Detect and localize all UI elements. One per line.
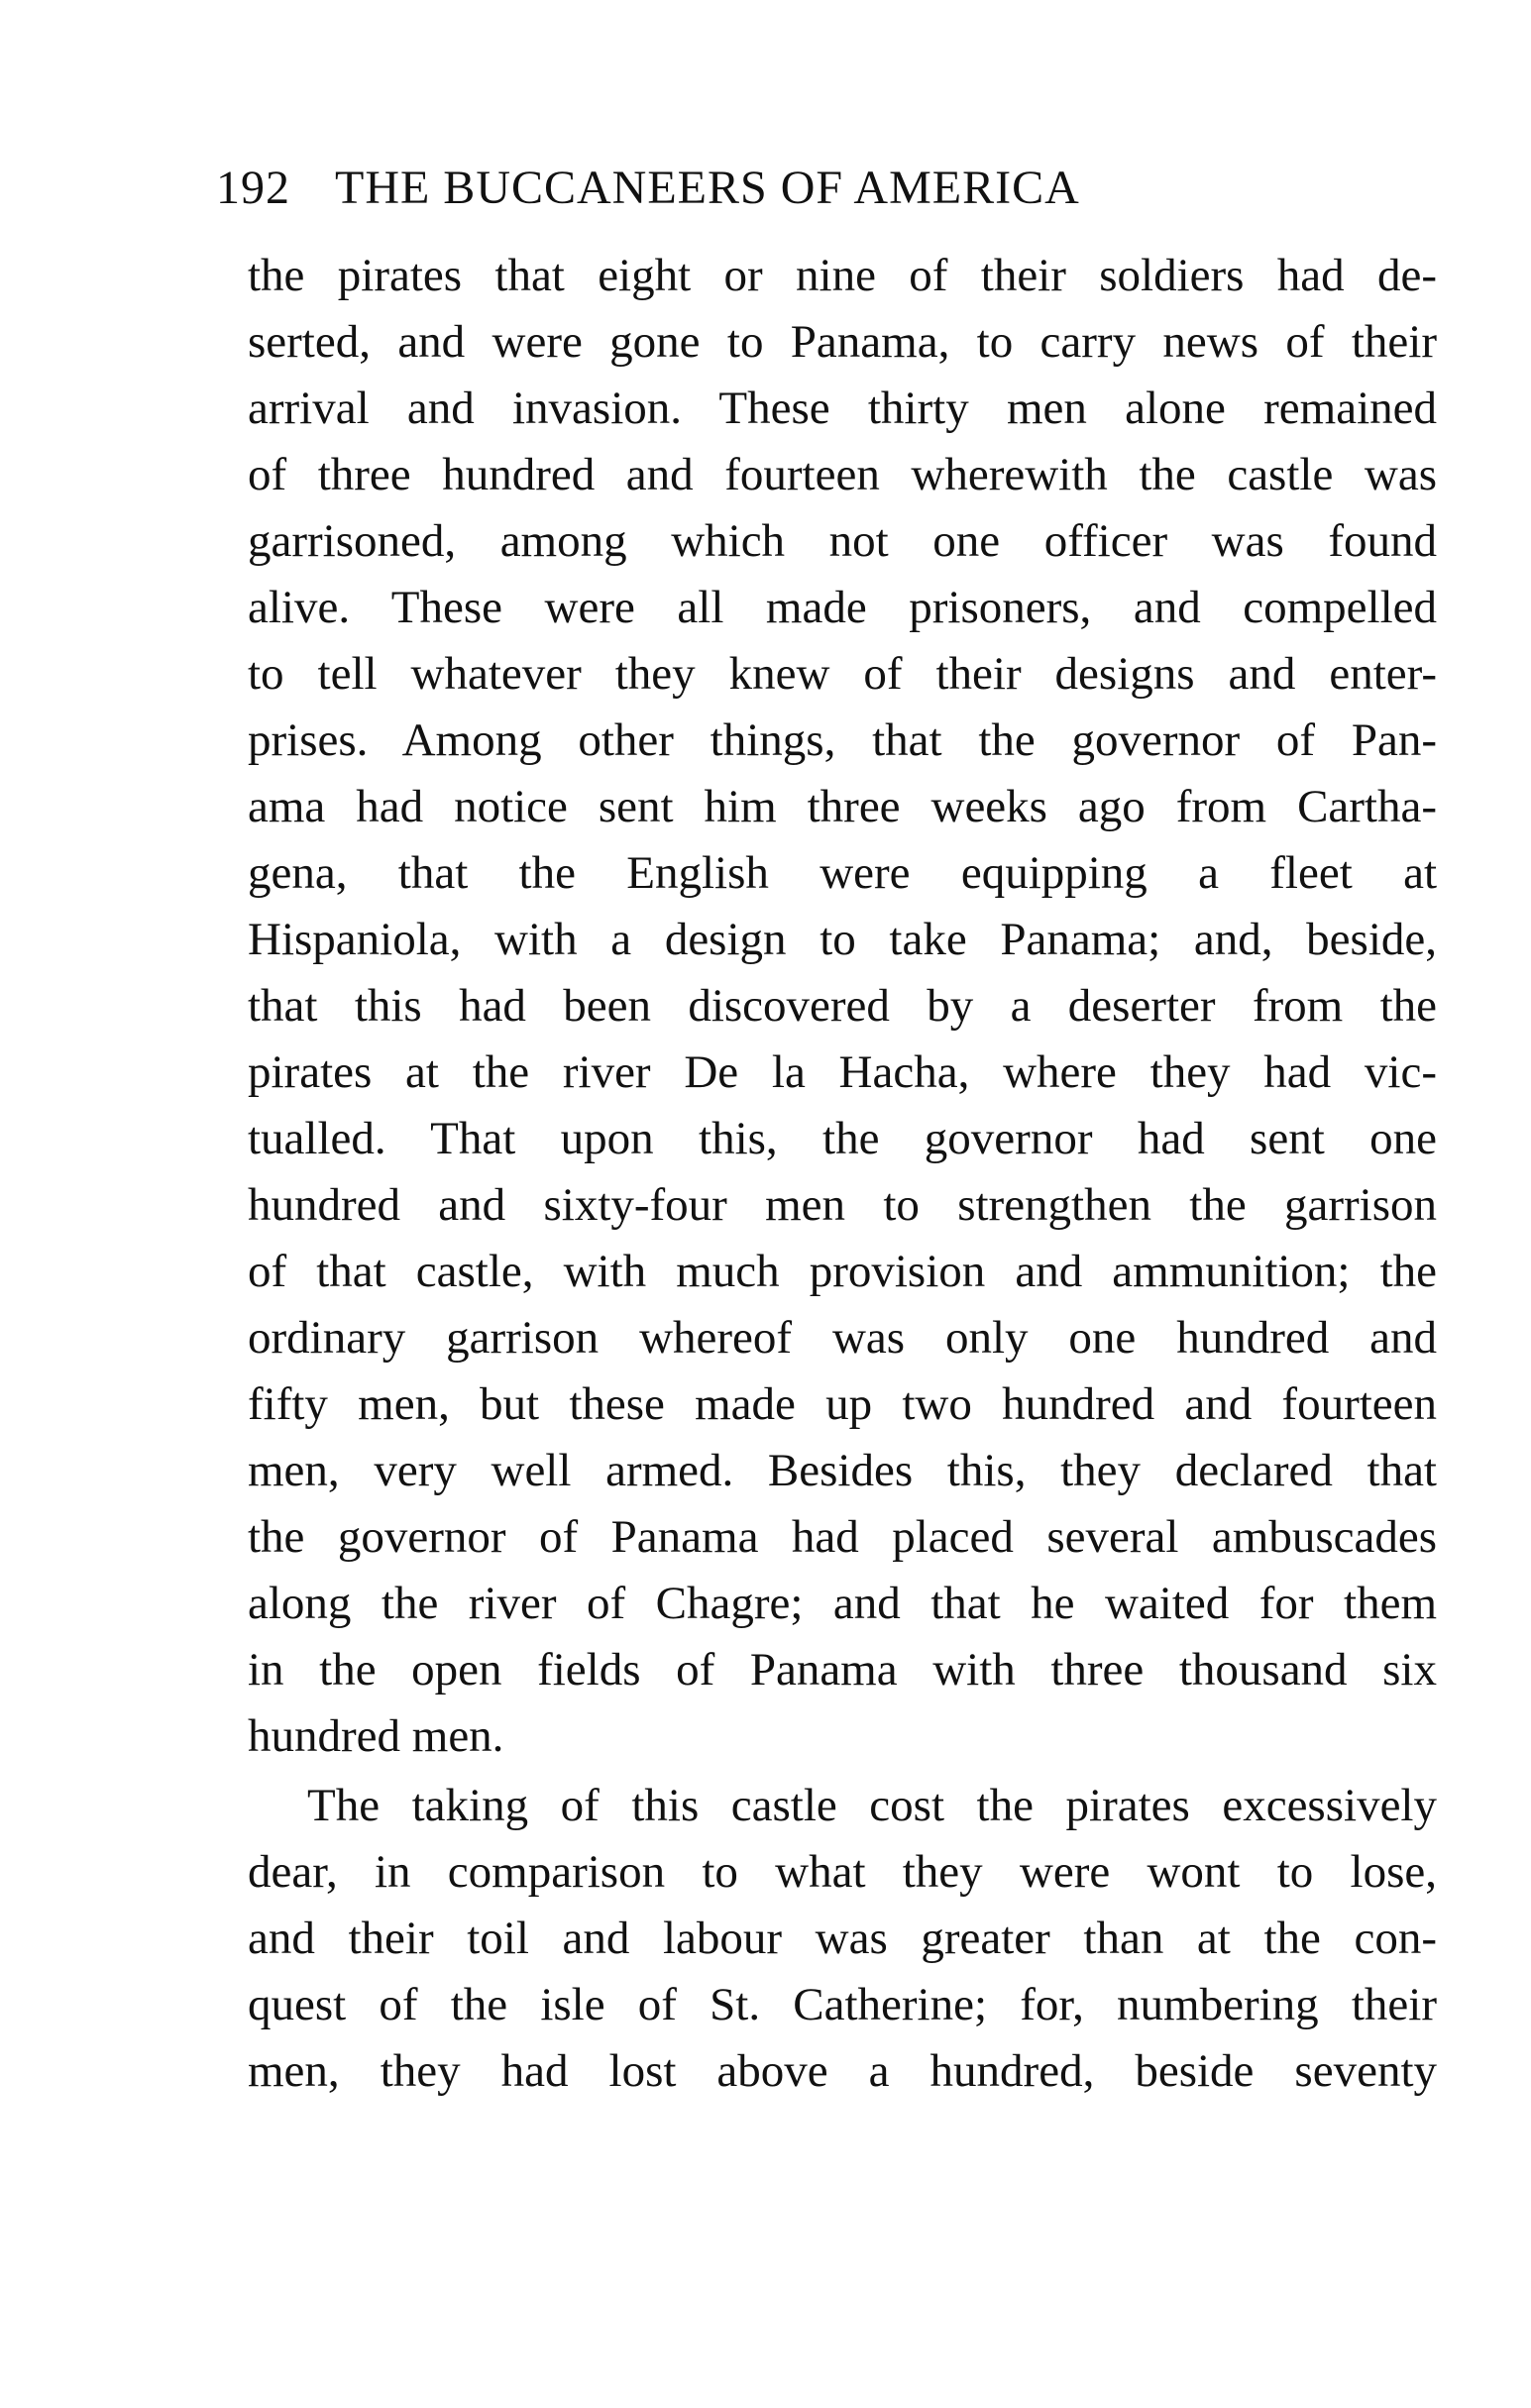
text-line: men, they had lost above a hundred, beside seventy <box>248 2045 1437 2097</box>
text-line: garrisoned, among which not one officer was found <box>248 515 1437 567</box>
text-line: prises. Among other things, that the governor of Pan- <box>248 714 1437 766</box>
text-line: the pirates that eight or nine of their soldiers had de- <box>248 250 1437 301</box>
text-line: and their toil and labour was greater than at the con- <box>248 1913 1437 1964</box>
body-text <box>248 243 1437 2105</box>
text-line: The taking of this castle cost the pirates excessively <box>307 1780 1437 1831</box>
text-line: tualled. That upon this, the governor had sent one <box>248 1113 1437 1164</box>
text-line: of three hundred and fourteen wherewith the castle was <box>248 449 1437 500</box>
text-line: to tell whatever they knew of their designs and enter- <box>248 648 1437 700</box>
book-title: THE BUCCANEERS OF AMERICA <box>335 162 1080 214</box>
paragraph-1 <box>248 243 1437 1770</box>
text-line: serted, and were gone to Panama, to carry news of their <box>248 316 1437 368</box>
running-head <box>216 159 1336 218</box>
text-line: quest of the isle of St. Catherine; for, numbering their <box>248 1979 1437 2030</box>
text-line: arrival and invasion. These thirty men alone remained <box>248 383 1437 434</box>
text-line: hundred men. <box>248 1710 504 1762</box>
text-line: alive. These were all made prisoners, and compelled <box>248 582 1437 633</box>
text-line: hundred and sixty-four men to strengthen the garrison <box>248 1179 1437 1231</box>
text-line: the governor of Panama had placed several ambuscades <box>248 1511 1437 1563</box>
text-line: ordinary garrison whereof was only one hundred and <box>248 1312 1437 1364</box>
text-line: dear, in comparison to what they were wont to lose, <box>248 1846 1437 1898</box>
text-line: Hispaniola, with a design to take Panama; and, beside, <box>248 914 1437 965</box>
text-line: fifty men, but these made up two hundred and fourteen <box>248 1378 1437 1430</box>
text-line: of that castle, with much provision and ammunition; the <box>248 1246 1437 1297</box>
text-line: in the open fields of Panama with three thousand six <box>248 1644 1437 1696</box>
text-line: gena, that the English were equipping a fleet at <box>248 847 1437 899</box>
paragraph-2 <box>248 1773 1437 2105</box>
text-line: pirates at the river De la Hacha, where they had vic- <box>248 1046 1437 1098</box>
page-number: 192 <box>216 162 290 214</box>
text-line: ama had notice sent him three weeks ago from Cartha- <box>248 781 1437 832</box>
text-line: that this had been discovered by a deserter from the <box>248 980 1437 1032</box>
text-line: men, very well armed. Besides this, they declared that <box>248 1445 1437 1496</box>
text-line: along the river of Chagre; and that he waited for them <box>248 1578 1437 1629</box>
